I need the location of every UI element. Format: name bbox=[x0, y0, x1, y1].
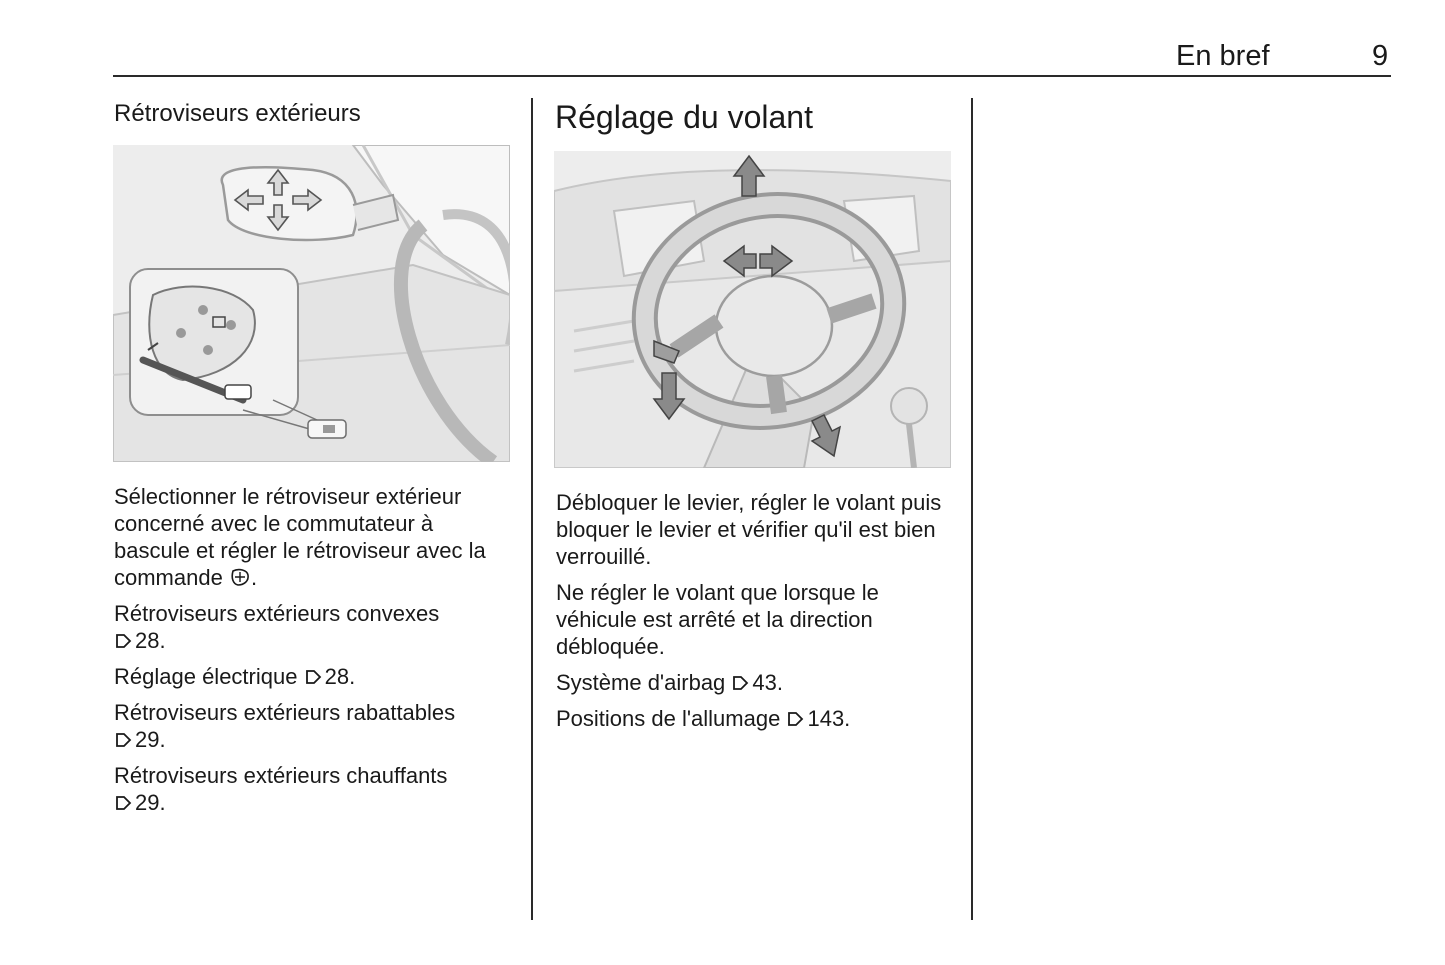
ref-page: 143. bbox=[807, 706, 851, 731]
steering-warning: Ne régler le volant que lorsque le véhicule est arrêté et la direction débloquée. bbox=[556, 580, 879, 659]
ref-heated-mirrors[interactable] bbox=[114, 762, 514, 816]
cross-reference-icon bbox=[114, 731, 132, 749]
cross-reference-icon bbox=[114, 794, 132, 812]
ref-convex-mirrors[interactable] bbox=[114, 600, 514, 654]
mirror-instructions-text: Sélectionner le rétroviseur extérieur concerné avec le commutateur à bascule et régler le rétroviseur avec la commande bbox=[114, 484, 486, 590]
ref-text: Rétroviseurs extérieurs chauffants bbox=[114, 763, 448, 788]
section-heading-mirrors: Rétroviseurs extérieurs bbox=[114, 100, 361, 127]
ref-text: Positions de l'allumage bbox=[556, 706, 781, 731]
middle-column bbox=[555, 99, 955, 136]
section-heading-steering: Réglage du volant bbox=[555, 99, 813, 135]
steering-instructions: Débloquer le levier, régler le volant puis bloquer le levier et vérifier qu'il est bien verrouillé. bbox=[556, 490, 942, 569]
mirror-control-icon bbox=[229, 567, 251, 587]
mirror-instructions-end: . bbox=[250, 565, 258, 590]
cross-reference-icon bbox=[731, 674, 749, 692]
ref-text: Rétroviseurs extérieurs convexes bbox=[114, 601, 440, 626]
left-body bbox=[114, 483, 514, 825]
ref-airbag-system[interactable] bbox=[556, 669, 956, 696]
ref-page: 28. bbox=[135, 628, 166, 653]
page-number: 9 bbox=[1372, 40, 1389, 72]
ref-page: 29. bbox=[135, 790, 166, 815]
cross-reference-icon bbox=[114, 632, 132, 650]
mirror-instructions bbox=[114, 483, 514, 591]
ref-folding-mirrors[interactable] bbox=[114, 699, 514, 753]
cross-reference-icon bbox=[304, 668, 322, 686]
header-rule bbox=[113, 75, 1391, 77]
ref-page: 28. bbox=[324, 664, 356, 689]
column-divider-2 bbox=[971, 98, 973, 920]
section-title: En bref bbox=[1176, 40, 1270, 72]
left-column bbox=[114, 100, 514, 128]
ref-text: Réglage électrique bbox=[114, 664, 298, 689]
ref-text: Système d'airbag bbox=[556, 670, 726, 695]
ref-page: 29. bbox=[135, 727, 166, 752]
column-divider-1 bbox=[531, 98, 533, 920]
middle-body bbox=[556, 489, 956, 741]
ref-text: Rétroviseurs extérieurs rabattables bbox=[114, 700, 456, 725]
ref-electric-adjustment[interactable] bbox=[114, 663, 514, 690]
cross-reference-icon bbox=[786, 710, 804, 728]
ref-page: 43. bbox=[752, 670, 784, 695]
mirror-illustration bbox=[113, 145, 510, 462]
steering-wheel-illustration bbox=[554, 151, 951, 468]
ref-ignition-positions[interactable] bbox=[556, 705, 956, 732]
